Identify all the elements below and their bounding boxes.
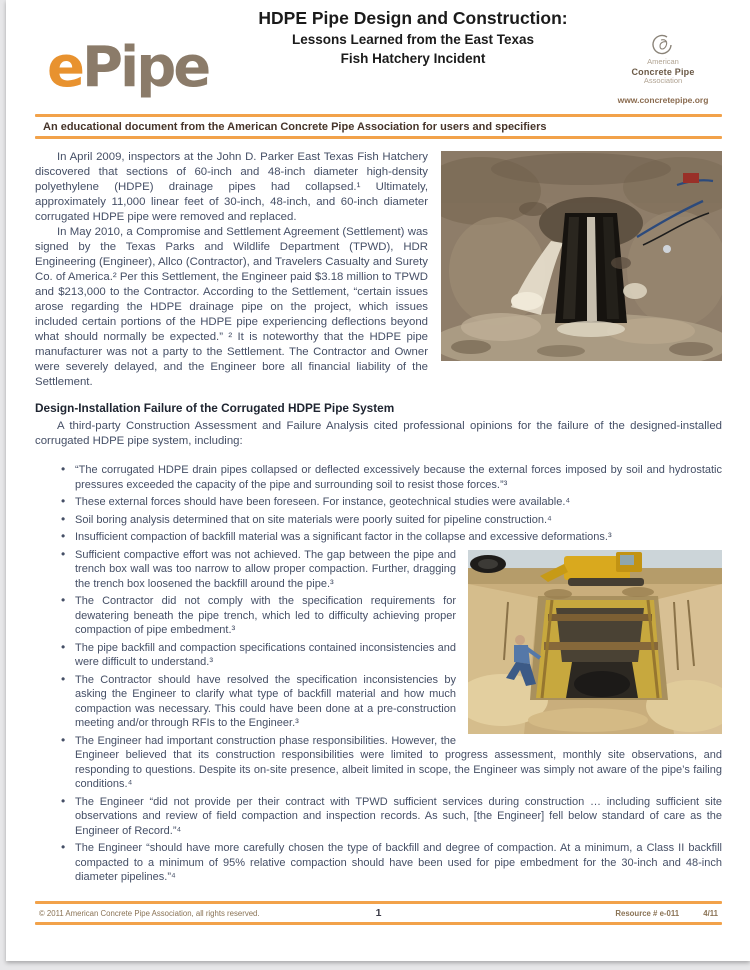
banner-text: An educational document from the American Concrete Pipe Association for users and specifiers	[43, 121, 547, 133]
intro-paragraph-2: In May 2010, a Compromise and Settlement Agreement (Settlement) was signed by the Texas Parks and Wildlife Department (TPWD), HDR Engineering (Engineer), Allco (Contractor), and Travelers Casualty and Surety Co. of America.² Per this Settlement, the Engineer paid $3.18 million to TPWD and $213,000 to the Contractor. According to the Settlement, “certain issues arose regarding the HDPE drainage pipe on the project, which issues included certain portions of the HDPE pipe experiencing deflections beyond what should normally be expected.” ² It is noteworthy that the HDPE pipe manufacturer was not a party to the Settlement. The Contractor and Owner were severely delayed, and the Engineer bore all financial liability of the Settlement.	[35, 226, 428, 388]
header	[35, 0, 722, 114]
banner-rule-bottom	[35, 136, 722, 139]
acpa-line-association: Association	[643, 75, 683, 85]
bullet-list-bottom	[35, 548, 722, 885]
bullet-item: • The Engineer had important construction phase responsibilities. However, the Engineer believed that its construction responsibilities were limited to progress assessment, monthly site observations, and responding to questions. Despite its on-site presence, albeit limited in scope, the Engineer was simply not aware of the pipe’s failing conditions.⁴	[35, 734, 722, 792]
document-page	[6, 0, 750, 961]
bullet-item: • The pipe backfill and compaction specifications contained inconsistencies and were difficult to understand.³	[35, 641, 722, 670]
footer-resource-block	[399, 909, 719, 918]
footer-resource-id: Resource # e-011	[615, 908, 680, 918]
epipe-logo-e: e	[47, 35, 82, 100]
bullet-item: • The Contractor did not comply with the specification requirements for dewatering beneath the pipe trench, which led to difficulty achieving proper compaction of pipe embedment.³	[35, 594, 722, 638]
bullet-item: • Sufficient compactive effort was not achieved. The gap between the pipe and trench box wall was too narrow to allow proper compaction. Further, dragging the trench box loosened the backfill around the pipe.³	[35, 548, 722, 592]
footer-rule-bottom	[35, 922, 722, 925]
acpa-line-american: American	[647, 57, 679, 66]
page-title: HDPE Pipe Design and Construction:	[258, 8, 568, 28]
bullet-item: • These external forces should have been foreseen. For instance, geotechnical studies were available.⁴	[35, 495, 722, 510]
bullet-item: • The Engineer “did not provide per their contract with TPWD sufficient services during construction … including sufficient site observations and review of field compaction and inspection records. As such, [the Engineer] fell below standard of care as the Engineer of Record.”⁴	[35, 795, 722, 839]
section-intro: A third-party Construction Assessment and Failure Analysis cited professional opinions for the failure of the designed-installed corrugated HDPE pipe system, including:	[35, 420, 722, 447]
bullet-item: • “The corrugated HDPE drain pipes collapsed or deflected excessively because the external forces imposed by soil and hydrostatic pressures exceeded the capacity of the pipe and surrounding soil to resist those forces.”³	[35, 463, 722, 492]
acpa-website-link[interactable]: www.concretepipe.org	[617, 94, 709, 105]
epipe-logo-pipe: Pipe	[81, 35, 209, 100]
acpa-logo-block	[604, 34, 722, 105]
bullet-list-block	[35, 463, 722, 888]
bullet-item: • Insufficient compaction of backfill material was a significant factor in the collapse and excessive deformations.³	[35, 530, 722, 545]
bullet-item: • The Contractor should have resolved the specification inconsistencies by asking the Engineer to clarify what type of backfill material and how much compaction was necessary. This could have been done at a pre-construction meeting and/or through RFIs to the Engineer.³	[35, 673, 722, 731]
page-subtitle-1: Lessons Learned from the East Texas	[291, 32, 535, 47]
footer-issue-date: 4/11	[703, 908, 718, 918]
bullet-item: • The Engineer “should have more carefully chosen the type of backfill and degree of compaction. At a minimum, a Class II backfill compacted to a minimum of 95% relative compaction should have been used for pipe embedment for the 30-inch and 48-inch diameter pipelines.”⁴	[35, 841, 722, 885]
acpa-line-concrete-pipe: Concrete Pipe	[631, 66, 695, 77]
footer-copyright: © 2011 American Concrete Pipe Association, all rights reserved.	[39, 908, 260, 918]
intro-paragraph-1: In April 2009, inspectors at the John D. Parker East Texas Fish Hatchery discovered that sections of 60-inch and 48-inch diameter high-density polyethylene (HDPE) drainage pipes had collapsed.¹ Ultimately, approximately 11,000 linear feet of 30-inch, 48-inch, and 60-inch diameter corrugated HDPE pipe were removed and replaced.	[35, 151, 428, 223]
page-subtitle-2: Fish Hatchery Incident	[340, 50, 486, 66]
footer-page-number: 1	[375, 907, 382, 919]
footer	[35, 901, 722, 925]
epipe-logo	[47, 35, 209, 100]
bullet-list-top	[35, 463, 722, 545]
main-content	[35, 150, 722, 888]
photo-collapsed-pipe-excavation	[441, 151, 722, 361]
bullet-item: • Soil boring analysis determined that on site materials were poorly suited for pipeline construction.⁴	[35, 513, 722, 528]
title-block	[203, 8, 623, 68]
acpa-ring-icon	[652, 34, 674, 56]
section-heading: Design-Installation Failure of the Corrugated HDPE Pipe System	[35, 401, 395, 415]
